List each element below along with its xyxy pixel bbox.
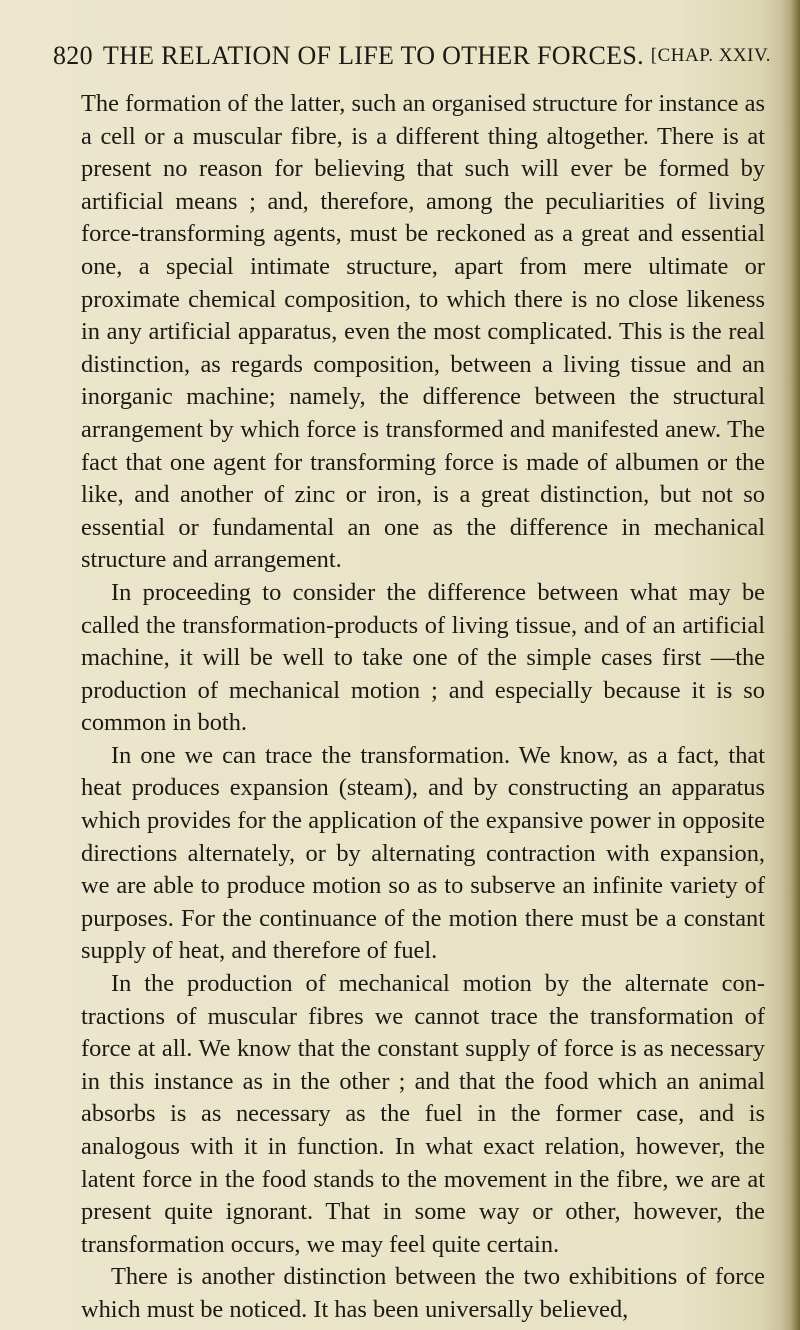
paragraph-5: There is another distinction between the two exhibitions of force which must be noticed. It has been universally believed, <box>81 1263 765 1323</box>
paragraph-3: In one we can trace the transformation. We know, as a fact, that heat produces expansion (steam), and by constructing an apparatus which provides for the application of the expansive power in opposite directions alternately, or by alternating contraction with expansion, we are able to produce motion so as to subserve an infinite variety of purposes. For the continuance of the motion there must be a constant supply of heat, and therefore of fuel. <box>81 741 765 965</box>
page-edge-shadow <box>782 0 800 1330</box>
paragraph-1: The formation of the latter, such an organised structure for instance as a cell or a muscular fibre, is a different thing altogether. There is at present no reason for believing that such will ever be formed by artificial means ; and, therefore, among the peculiarities of living force-transforming agents, must be reckoned as a great and essential one, a special intimate structure, apart from mere ultimate or proximate chemical composition, to which there is no close likeness in any artificial apparatus, even the most complicated. This is the real distinction, as regards composition, between a living tissue and an inorganic machine; namely, the difference between the structural arrangement by which force is transformed and manifested anew. The fact that one agent for transforming force is made of albumen or the like, and another of zinc or iron, is a great distinction, but not so essential or fundamental an one as the difference in mechanical structure and arrangement. <box>81 90 765 574</box>
running-title: THE RELATION OF LIFE TO OTHER FORCES. <box>102 41 644 70</box>
running-header <box>53 40 771 72</box>
body-text <box>81 88 765 1327</box>
page-number: 820 <box>53 41 93 70</box>
paragraph-2: In proceeding to consider the difference between what may be called the transformation-products of living tissue, and of an artificial machine, it will be well to take one of the simple cases first —the production of mechanical motion ; and especially because it is so common in both. <box>81 578 765 737</box>
chapter-reference: [CHAP. XXIV. <box>650 45 771 66</box>
paragraph-4: In the production of mechanical motion by the alternate contractions of muscular fibres we cannot trace the transformation of force at all. We know that the constant supply of force is as necessary in this instance as in the other ; and that the food which an animal absorbs is as necessary as the fuel in the former case, and is analogous with it in function. In what exact relation, however, the latent force in the food stands to the movement in the fibre, we are at present quite ignorant. That in some way or other, however, the transformation occurs, we may feel quite certain. <box>81 970 765 1258</box>
